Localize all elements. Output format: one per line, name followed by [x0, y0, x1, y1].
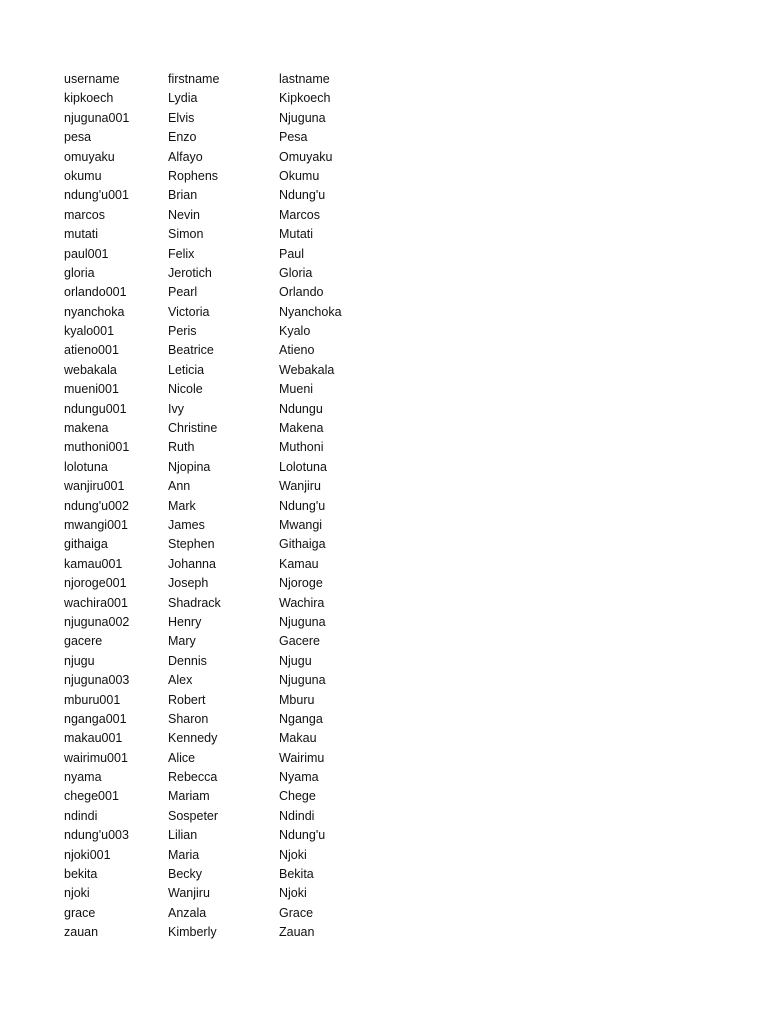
firstname-cell: Becky: [168, 867, 203, 882]
table-row: [64, 632, 384, 651]
lastname-cell: Makau: [279, 731, 317, 746]
table-row: [64, 555, 384, 574]
table-row: [64, 477, 384, 496]
table-header-row: [64, 70, 384, 89]
firstname-cell: Wanjiru: [168, 886, 210, 901]
firstname-cell: Beatrice: [168, 343, 214, 358]
lastname-cell: Ndung'u: [279, 498, 326, 513]
table-row: [64, 613, 384, 632]
table-row: [64, 729, 384, 748]
table-row: [64, 109, 384, 128]
username-cell: wairimu001: [64, 750, 128, 765]
firstname-cell: Christine: [168, 421, 218, 436]
username-cell: okumu: [64, 168, 102, 183]
lastname-cell: Gacere: [279, 634, 320, 649]
lastname-cell: Omuyaku: [279, 149, 333, 164]
lastname-cell: Mutati: [279, 227, 314, 242]
firstname-cell: Felix: [168, 246, 195, 261]
user-table: [64, 70, 384, 943]
lastname-cell: Muthoni: [279, 440, 324, 455]
username-cell: lolotuna: [64, 459, 108, 474]
username-cell: mwangi001: [64, 517, 128, 532]
table-row: [64, 400, 384, 419]
table-row: [64, 904, 384, 923]
username-cell: njoroge001: [64, 576, 127, 591]
lastname-cell: Njuguna: [279, 110, 326, 125]
username-cell: bekita: [64, 867, 98, 882]
lastname-cell: Marcos: [279, 207, 320, 222]
lastname-cell: Chege: [279, 789, 316, 804]
table-row: [64, 884, 384, 903]
firstname-cell: Kennedy: [168, 731, 218, 746]
table-row: [64, 167, 384, 186]
firstname-cell: Ruth: [168, 440, 195, 455]
firstname-cell: Sospeter: [168, 808, 219, 823]
lastname-cell: Makena: [279, 421, 324, 436]
lastname-cell: Njuguna: [279, 673, 326, 688]
firstname-cell: Alex: [168, 673, 193, 688]
firstname-cell: Lilian: [168, 828, 198, 843]
table-row: [64, 710, 384, 729]
lastname-cell: Nganga: [279, 711, 323, 726]
username-cell: gloria: [64, 265, 95, 280]
lastname-cell: Njoki: [279, 847, 307, 862]
table-row: [64, 419, 384, 438]
username-cell: ndung'u003: [64, 828, 129, 843]
username-cell: pesa: [64, 130, 92, 145]
table-row: [64, 128, 384, 147]
table-row: [64, 206, 384, 225]
table-row: [64, 458, 384, 477]
table-row: [64, 826, 384, 845]
username-cell: marcos: [64, 207, 105, 222]
header-username: username: [64, 72, 120, 86]
lastname-cell: Njoki: [279, 886, 307, 901]
lastname-cell: Atieno: [279, 343, 315, 358]
table-row: [64, 807, 384, 826]
firstname-cell: Robert: [168, 692, 206, 707]
username-cell: kyalo001: [64, 324, 115, 339]
table-row: [64, 303, 384, 322]
lastname-cell: Mburu: [279, 692, 315, 707]
username-cell: paul001: [64, 246, 109, 261]
username-cell: wachira001: [64, 595, 128, 610]
lastname-cell: Grace: [279, 905, 314, 920]
table-row: [64, 89, 384, 108]
username-cell: njuguna003: [64, 673, 130, 688]
table-row: [64, 361, 384, 380]
table-body: [64, 89, 384, 942]
username-cell: ndindi: [64, 808, 98, 823]
firstname-cell: Jerotich: [168, 265, 212, 280]
firstname-cell: Maria: [168, 847, 200, 862]
table-row: [64, 341, 384, 360]
username-cell: ndungu001: [64, 401, 127, 416]
table-row: [64, 846, 384, 865]
firstname-cell: Lydia: [168, 91, 198, 106]
firstname-cell: James: [168, 517, 205, 532]
lastname-cell: Bekita: [279, 867, 314, 882]
firstname-cell: Mary: [168, 634, 196, 649]
firstname-cell: Enzo: [168, 130, 197, 145]
firstname-cell: Nicole: [168, 382, 203, 397]
firstname-cell: Peris: [168, 324, 197, 339]
username-cell: webakala: [64, 362, 117, 377]
lastname-cell: Ndungu: [279, 401, 323, 416]
username-cell: ndung'u001: [64, 188, 129, 203]
table-row: [64, 516, 384, 535]
header-lastname: lastname: [279, 72, 330, 86]
firstname-cell: Nevin: [168, 207, 200, 222]
username-cell: njugu: [64, 653, 95, 668]
username-cell: zauan: [64, 925, 99, 940]
lastname-cell: Njoroge: [279, 576, 323, 591]
username-cell: makena: [64, 421, 109, 436]
table-row: [64, 322, 384, 341]
username-cell: ndung'u002: [64, 498, 129, 513]
lastname-cell: Mueni: [279, 382, 314, 397]
firstname-cell: Joseph: [168, 576, 209, 591]
table-row: [64, 574, 384, 593]
table-row: [64, 671, 384, 690]
username-cell: njoki001: [64, 847, 111, 862]
lastname-cell: Nyanchoka: [279, 304, 342, 319]
username-cell: orlando001: [64, 285, 127, 300]
username-cell: nyanchoka: [64, 304, 125, 319]
lastname-cell: Gloria: [279, 265, 313, 280]
table-row: [64, 245, 384, 264]
username-cell: mutati: [64, 227, 99, 242]
username-cell: muthoni001: [64, 440, 130, 455]
username-cell: kipkoech: [64, 91, 114, 106]
username-cell: njoki: [64, 886, 90, 901]
username-cell: nyama: [64, 770, 102, 785]
firstname-cell: Leticia: [168, 362, 205, 377]
header-firstname: firstname: [168, 72, 220, 86]
lastname-cell: Wairimu: [279, 750, 325, 765]
lastname-cell: Webakala: [279, 362, 335, 377]
table-row: [64, 768, 384, 787]
username-cell: mueni001: [64, 382, 119, 397]
lastname-cell: Wanjiru: [279, 479, 321, 494]
table-row: [64, 923, 384, 942]
lastname-cell: Wachira: [279, 595, 325, 610]
lastname-cell: Njugu: [279, 653, 312, 668]
username-cell: githaiga: [64, 537, 108, 552]
table-row: [64, 283, 384, 302]
firstname-cell: Alfayo: [168, 149, 203, 164]
lastname-cell: Kipkoech: [279, 91, 331, 106]
username-cell: gacere: [64, 634, 103, 649]
firstname-cell: Ivy: [168, 401, 184, 416]
username-cell: njuguna001: [64, 110, 130, 125]
firstname-cell: Rebecca: [168, 770, 218, 785]
username-cell: grace: [64, 905, 96, 920]
lastname-cell: Kamau: [279, 556, 319, 571]
username-cell: mburu001: [64, 692, 121, 707]
firstname-cell: Victoria: [168, 304, 210, 319]
lastname-cell: Ndindi: [279, 808, 315, 823]
lastname-cell: Ndung'u: [279, 828, 326, 843]
firstname-cell: Ann: [168, 479, 191, 494]
firstname-cell: Shadrack: [168, 595, 221, 610]
firstname-cell: Alice: [168, 750, 196, 765]
firstname-cell: Mariam: [168, 789, 210, 804]
lastname-cell: Okumu: [279, 168, 320, 183]
username-cell: kamau001: [64, 556, 123, 571]
table-row: [64, 691, 384, 710]
firstname-cell: Anzala: [168, 905, 207, 920]
table-row: [64, 497, 384, 516]
firstname-cell: Johanna: [168, 556, 216, 571]
table-row: [64, 535, 384, 554]
username-cell: njuguna002: [64, 614, 130, 629]
lastname-cell: Nyama: [279, 770, 319, 785]
firstname-cell: Mark: [168, 498, 196, 513]
table-row: [64, 749, 384, 768]
lastname-cell: Lolotuna: [279, 459, 327, 474]
lastname-cell: Paul: [279, 246, 305, 261]
table-row: [64, 264, 384, 283]
table-row: [64, 787, 384, 806]
username-cell: wanjiru001: [64, 479, 125, 494]
lastname-cell: Mwangi: [279, 517, 323, 532]
username-cell: atieno001: [64, 343, 119, 358]
table-row: [64, 225, 384, 244]
firstname-cell: Simon: [168, 227, 204, 242]
table-row: [64, 380, 384, 399]
lastname-cell: Kyalo: [279, 324, 311, 339]
firstname-cell: Brian: [168, 188, 198, 203]
table-row: [64, 652, 384, 671]
lastname-cell: Njuguna: [279, 614, 326, 629]
firstname-cell: Dennis: [168, 653, 207, 668]
lastname-cell: Pesa: [279, 130, 308, 145]
lastname-cell: Ndung'u: [279, 188, 326, 203]
username-cell: omuyaku: [64, 149, 115, 164]
username-cell: nganga001: [64, 711, 127, 726]
firstname-cell: Njopina: [168, 459, 211, 474]
firstname-cell: Rophens: [168, 168, 219, 183]
username-cell: makau001: [64, 731, 123, 746]
lastname-cell: Orlando: [279, 285, 324, 300]
firstname-cell: Sharon: [168, 711, 209, 726]
table-row: [64, 594, 384, 613]
lastname-cell: Zauan: [279, 925, 315, 940]
firstname-cell: Kimberly: [168, 925, 217, 940]
table-row: [64, 438, 384, 457]
firstname-cell: Pearl: [168, 285, 198, 300]
table-row: [64, 186, 384, 205]
lastname-cell: Githaiga: [279, 537, 326, 552]
firstname-cell: Elvis: [168, 110, 195, 125]
firstname-cell: Stephen: [168, 537, 215, 552]
table-row: [64, 865, 384, 884]
firstname-cell: Henry: [168, 614, 202, 629]
table-row: [64, 148, 384, 167]
username-cell: chege001: [64, 789, 119, 804]
